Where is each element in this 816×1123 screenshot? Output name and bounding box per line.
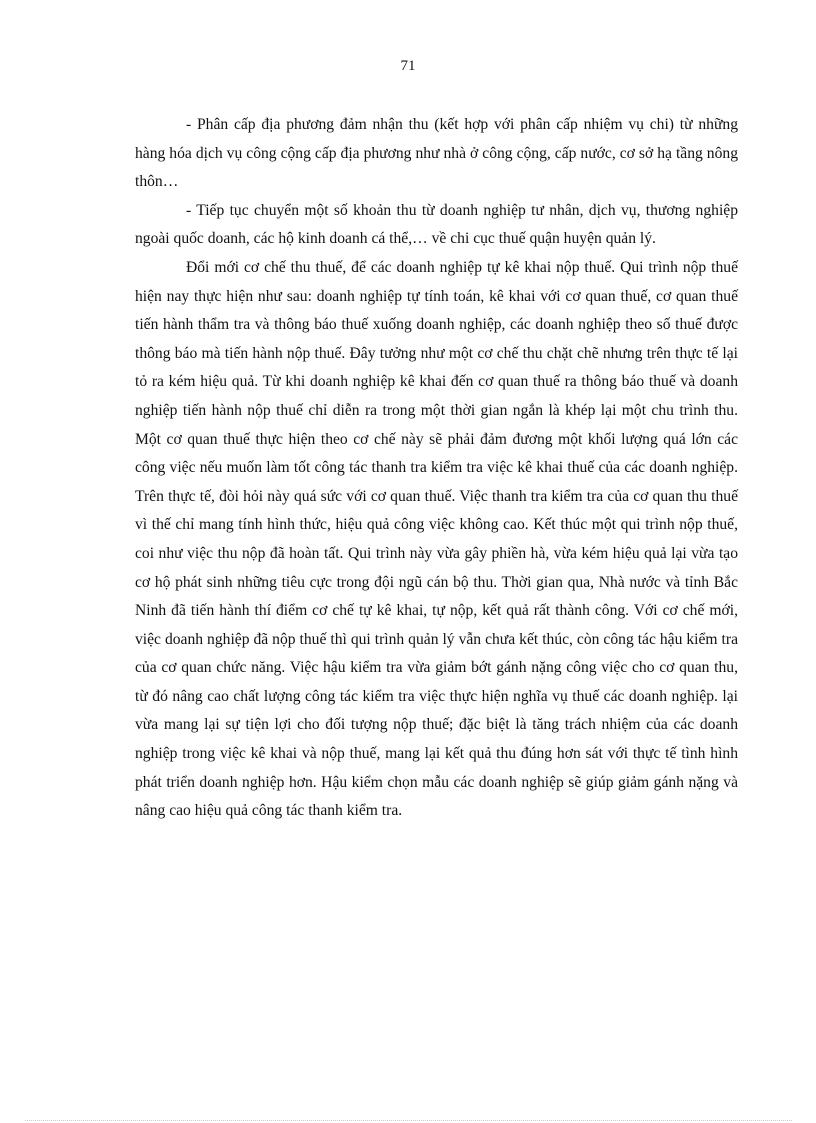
paragraph-bullet-transfer-revenue: - Tiếp tục chuyển một số khoản thu từ doanh nghiệp tư nhân, dịch vụ, thương nghiệp ngoài quốc doanh, các hộ kinh doanh cá thể,… về chi cục thuế quận huyện quản lý.	[135, 201, 738, 248]
paragraph-tax-reform: Đổi mới cơ chế thu thuế, để các doanh nghiệp tự kê khai nộp thuế. Qui trình nộp thuế hiện nay thực hiện như sau: doanh nghiệp tự tính toán, kê khai với cơ quan thuế, cơ quan thuế tiến hành thẩm tra và thông báo thuế xuống doanh nghiệp, các doanh nghiệp theo số thuế được thông báo mà tiến hành nộp thuế. Đây tưởng như một cơ chế thu chặt chẽ nhưng trên thực tế lại tỏ ra kém hiệu quả. Từ khi doanh nghiệp kê khai đến cơ quan thuế ra thông báo thuế và doanh nghiệp tiến hành nộp thuế chỉ diễn ra trong một thời gian ngắn là khép lại một chu trình thu. Một cơ quan thuế thực hiện theo cơ chế này sẽ phải đảm đương một khối lượng quá lớn các công việc nếu muốn làm tốt công tác thanh tra kiểm tra việc kê khai thuế của các doanh nghiệp. Trên thực tế, đòi hỏi này quá sức với cơ quan thuế. Việc thanh tra kiểm tra của cơ quan thu thuế vì thế chỉ mang tính hình thức, hiệu quả công việc không cao. Kết thúc một qui trình nộp thuế, coi như việc thu nộp đã hoàn tất. Qui trình này vừa gây phiền hà, vừa kém hiệu quả lại vừa tạo cơ hộ phát sinh những tiêu cực trong đội ngũ cán bộ thu. Thời gian qua, Nhà nước và tỉnh Bắc Ninh đã tiến hành thí điểm cơ chế tự kê khai, tự nộp, kết quả rất thành công. Với cơ chế mới, việc doanh nghiệp đã nộp thuế thì qui trình quản lý vẫn chưa kết thúc, còn công tác hậu kiểm tra của cơ quan chức năng. Việc hậu kiểm tra vừa giảm bớt gánh nặng công việc cho cơ quan thu, từ đó nâng cao chất lượng công tác kiểm tra việc thực hiện nghĩa vụ thuế các doanh nghiệp. lại vừa mang lại sự tiện lợi cho đối tượng nộp thuế; đặc biệt là tăng trách nhiệm của các doanh nghiệp trong việc kê khai và nộp thuế, mang lại kết quả thu đúng hơn sát với thực tế tình hình phát triển doanh nghiệp hơn. Hậu kiểm chọn mẫu các doanh nghiệp sẽ giúp giảm gánh nặng và nâng cao hiệu quả công tác thanh kiểm tra.	[135, 258, 738, 820]
page-bottom-divider	[25, 1120, 792, 1121]
body-text	[135, 111, 738, 826]
paragraph-bullet-local-revenue: - Phân cấp địa phương đảm nhận thu (kết hợp với phân cấp nhiệm vụ chi) từ những hàng hóa dịch vụ công cộng cấp địa phương như nhà ở công cộng, cấp nước, cơ sở hạ tầng nông thôn…	[135, 116, 738, 191]
page-number: 71	[400, 58, 416, 74]
